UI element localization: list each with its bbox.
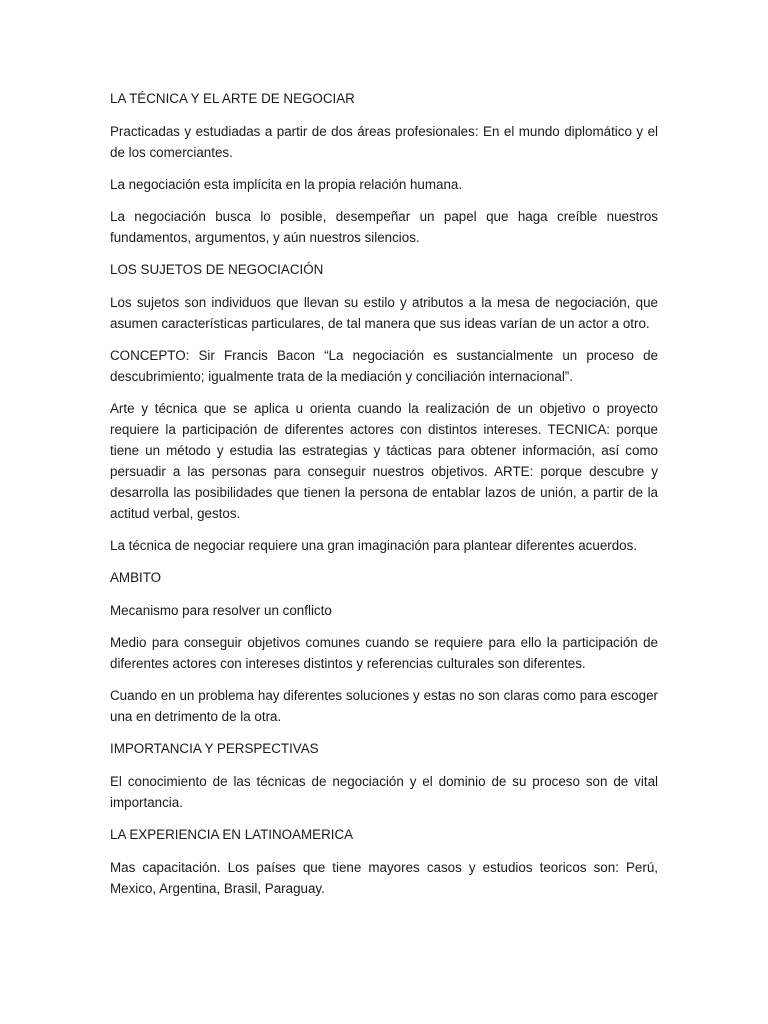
section-heading-ambito: AMBITO [110, 570, 162, 585]
document-body [110, 88, 658, 910]
paragraph: Cuando en un problema hay diferentes soluciones y estas no son claras como para escoger una en detrimento de la otra. [110, 688, 658, 724]
paragraph: Los sujetos son individuos que llevan su estilo y atributos a la mesa de negociación, que asumen características particulares, de tal manera que sus ideas varían de un actor a otro. [110, 295, 658, 331]
document-title: LA TÉCNICA Y EL ARTE DE NEGOCIAR [110, 91, 355, 106]
paragraph: Arte y técnica que se aplica u orienta cuando la realización de un objetivo o proyecto requiere la participación de diferentes actores con distintos intereses. TECNICA: porque tiene un método y estudia las estrategias y tácticas para obtener información, así como persuadir a las personas para conseguir nuestros objetivos. ARTE: porque descubre y desarrolla las posibilidades que tienen la persona de entablar lazos de unión, a partir de la actitud verbal, gestos. [110, 401, 658, 521]
paragraph: Mecanismo para resolver un conflicto [110, 603, 332, 618]
paragraph: El conocimiento de las técnicas de negociación y el dominio de su proceso son de vital importancia. [110, 774, 658, 810]
section-heading-experiencia: LA EXPERIENCIA EN LATINOAMERICA [110, 827, 354, 842]
paragraph: La técnica de negociar requiere una gran imaginación para plantear diferentes acuerdos. [110, 538, 638, 553]
paragraph: Mas capacitación. Los países que tiene mayores casos y estudios teoricos son: Perú, Mexico, Argentina, Brasil, Paraguay. [110, 860, 658, 896]
section-heading-sujetos: LOS SUJETOS DE NEGOCIACIÓN [110, 262, 324, 277]
paragraph: La negociación busca lo posible, desempeñar un papel que haga creíble nuestros fundamentos, argumentos, y aún nuestros silencios. [110, 209, 658, 245]
paragraph: Medio para conseguir objetivos comunes cuando se requiere para ello la participación de diferentes actores con intereses distintos y referencias culturales son diferentes. [110, 635, 658, 671]
paragraph: CONCEPTO: Sir Francis Bacon “La negociación es sustancialmente un proceso de descubrimiento; igualmente trata de la mediación y conciliación internacional”. [110, 348, 658, 384]
paragraph: Practicadas y estudiadas a partir de dos áreas profesionales: En el mundo diplomático y el de los comerciantes. [110, 124, 658, 160]
paragraph: La negociación esta implícita en la propia relación humana. [110, 177, 463, 192]
section-heading-importancia: IMPORTANCIA Y PERSPECTIVAS [110, 741, 319, 756]
